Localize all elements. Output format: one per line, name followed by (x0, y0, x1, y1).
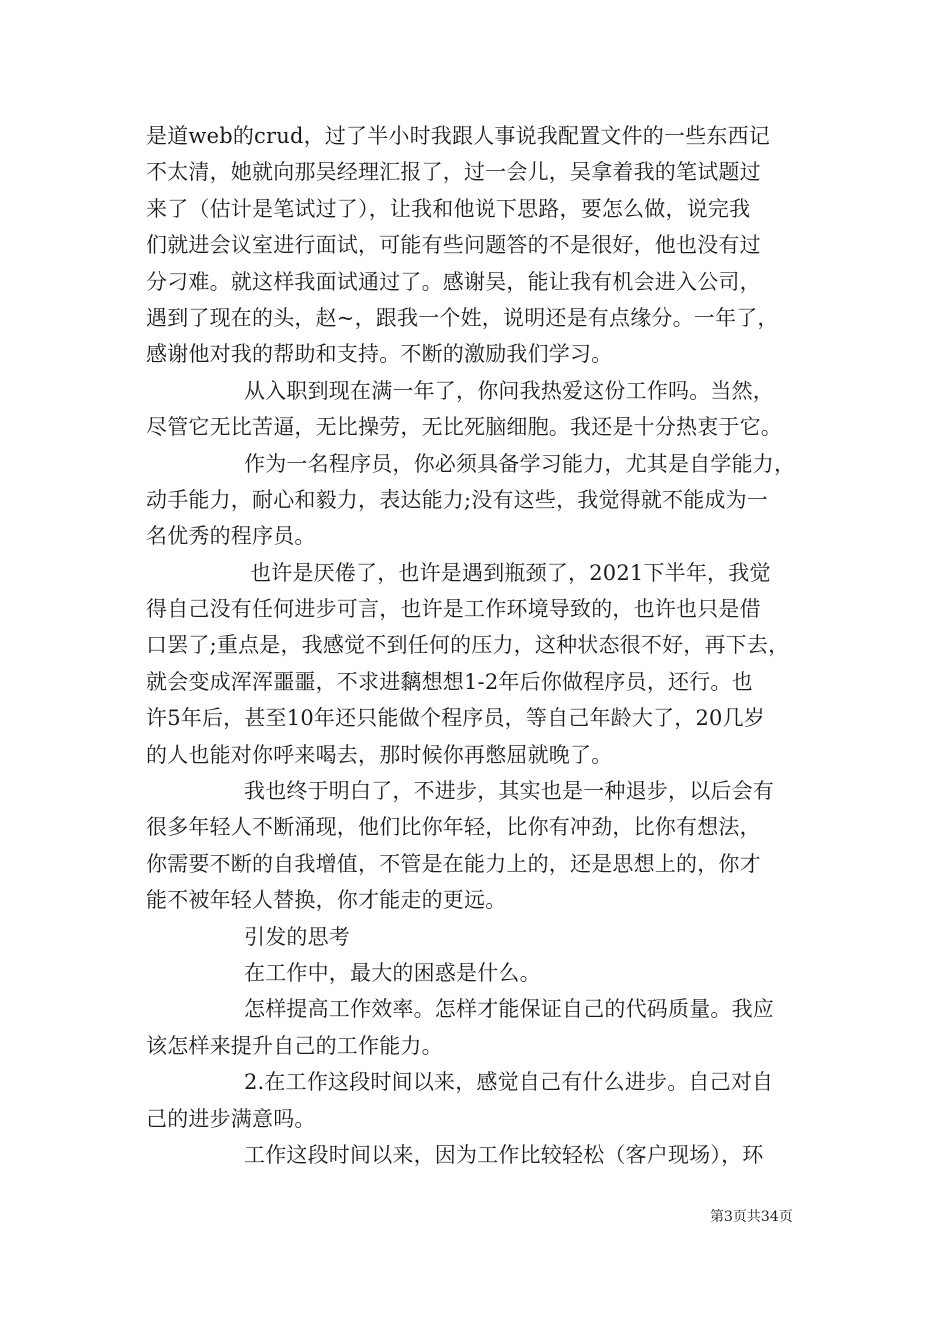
text-line: 很多年轻人不断涌现，他们比你年轻，比你有冲劲，比你有想法， (146, 815, 761, 840)
question-line: 2.在工作这段时间以来，感觉自己有什么进步。自己对自 (244, 1070, 774, 1095)
text-line: 动手能力，耐心和毅力，表达能力;没有这些，我觉得就不能成为一 (146, 487, 769, 512)
text-line: 该怎样来提升自己的工作能力。 (146, 1033, 443, 1058)
text-line: 许5年后，甚至10年还只能做个程序员，等自己年龄大了，20几岁 (146, 706, 766, 731)
text-line: 能不被年轻人替换，你才能走的更远。 (146, 888, 507, 913)
text-line: 是道web的crud，过了半小时我跟人事说我配置文件的一些东西记 (146, 124, 771, 148)
text-line: 的人也能对你呼来喝去，那时候你再憋屈就晚了。 (146, 742, 613, 767)
text-line: 感谢他对我的帮助和支持。不断的激励我们学习。 (146, 342, 613, 367)
text-line: 口罢了;重点是，我感觉不到任何的压力，这种状态很不好，再下去， (146, 633, 790, 658)
paragraph-start-line: 怎样提高工作效率。怎样才能保证自己的代码质量。我应 (244, 997, 774, 1022)
text-line: 得自己没有任何进步可言，也许是工作环境导致的，也许也只是借 (146, 597, 761, 622)
paragraph-start-line: 作为一名程序员，你必须具备学习能力，尤其是自学能力， (244, 451, 796, 476)
text-line: 不太清，她就向那吴经理汇报了，过一会儿，吴拿着我的笔试题过 (146, 160, 761, 185)
text-line: 遇到了现在的头，赵~，跟我一个姓，说明还是有点缘分。一年了， (146, 305, 779, 330)
paragraph-start-line: 我也终于明白了，不进步，其实也是一种退步，以后会有 (244, 779, 774, 804)
page-number: 第3页共34页 (710, 1209, 793, 1225)
text-line: 来了（估计是笔试过了），让我和他说下思路，要怎么做，说完我 (146, 196, 751, 221)
document-body (146, 118, 814, 1173)
question-line: 在工作中，最大的困惑是什么。 (244, 960, 541, 985)
text-line: 们就进会议室进行面试，可能有些问题答的不是很好，他也没有过 (146, 233, 761, 258)
text-line: 就会变成浑浑噩噩，不求进黐想想1-2年后你做程序员，还行。也 (146, 669, 753, 694)
paragraph-start-line: 从入职到现在满一年了，你问我热爱这份工作吗。当然， (244, 378, 774, 403)
text-line: 名优秀的程序员。 (146, 524, 316, 549)
text-line: 己的进步满意吗。 (146, 1106, 316, 1131)
paragraph-start-line: 工作这段时间以来，因为工作比较轻松（客户现场），环 (244, 1142, 764, 1167)
section-heading: 引发的思考 (244, 924, 350, 949)
text-line: 分刁难。就这样我面试通过了。感谢吴，能让我有机会进入公司， (146, 269, 761, 294)
paragraph-start-line: 也许是厌倦了，也许是遇到瓶颈了，2021下半年，我觉 (250, 560, 771, 585)
text-line: 尽管它无比苦逼，无比操劳，无比死脑细胞。我还是十分热衷于它。 (146, 415, 782, 440)
text-line: 你需要不断的自我增值，不管是在能力上的，还是思想上的，你才 (146, 851, 761, 876)
